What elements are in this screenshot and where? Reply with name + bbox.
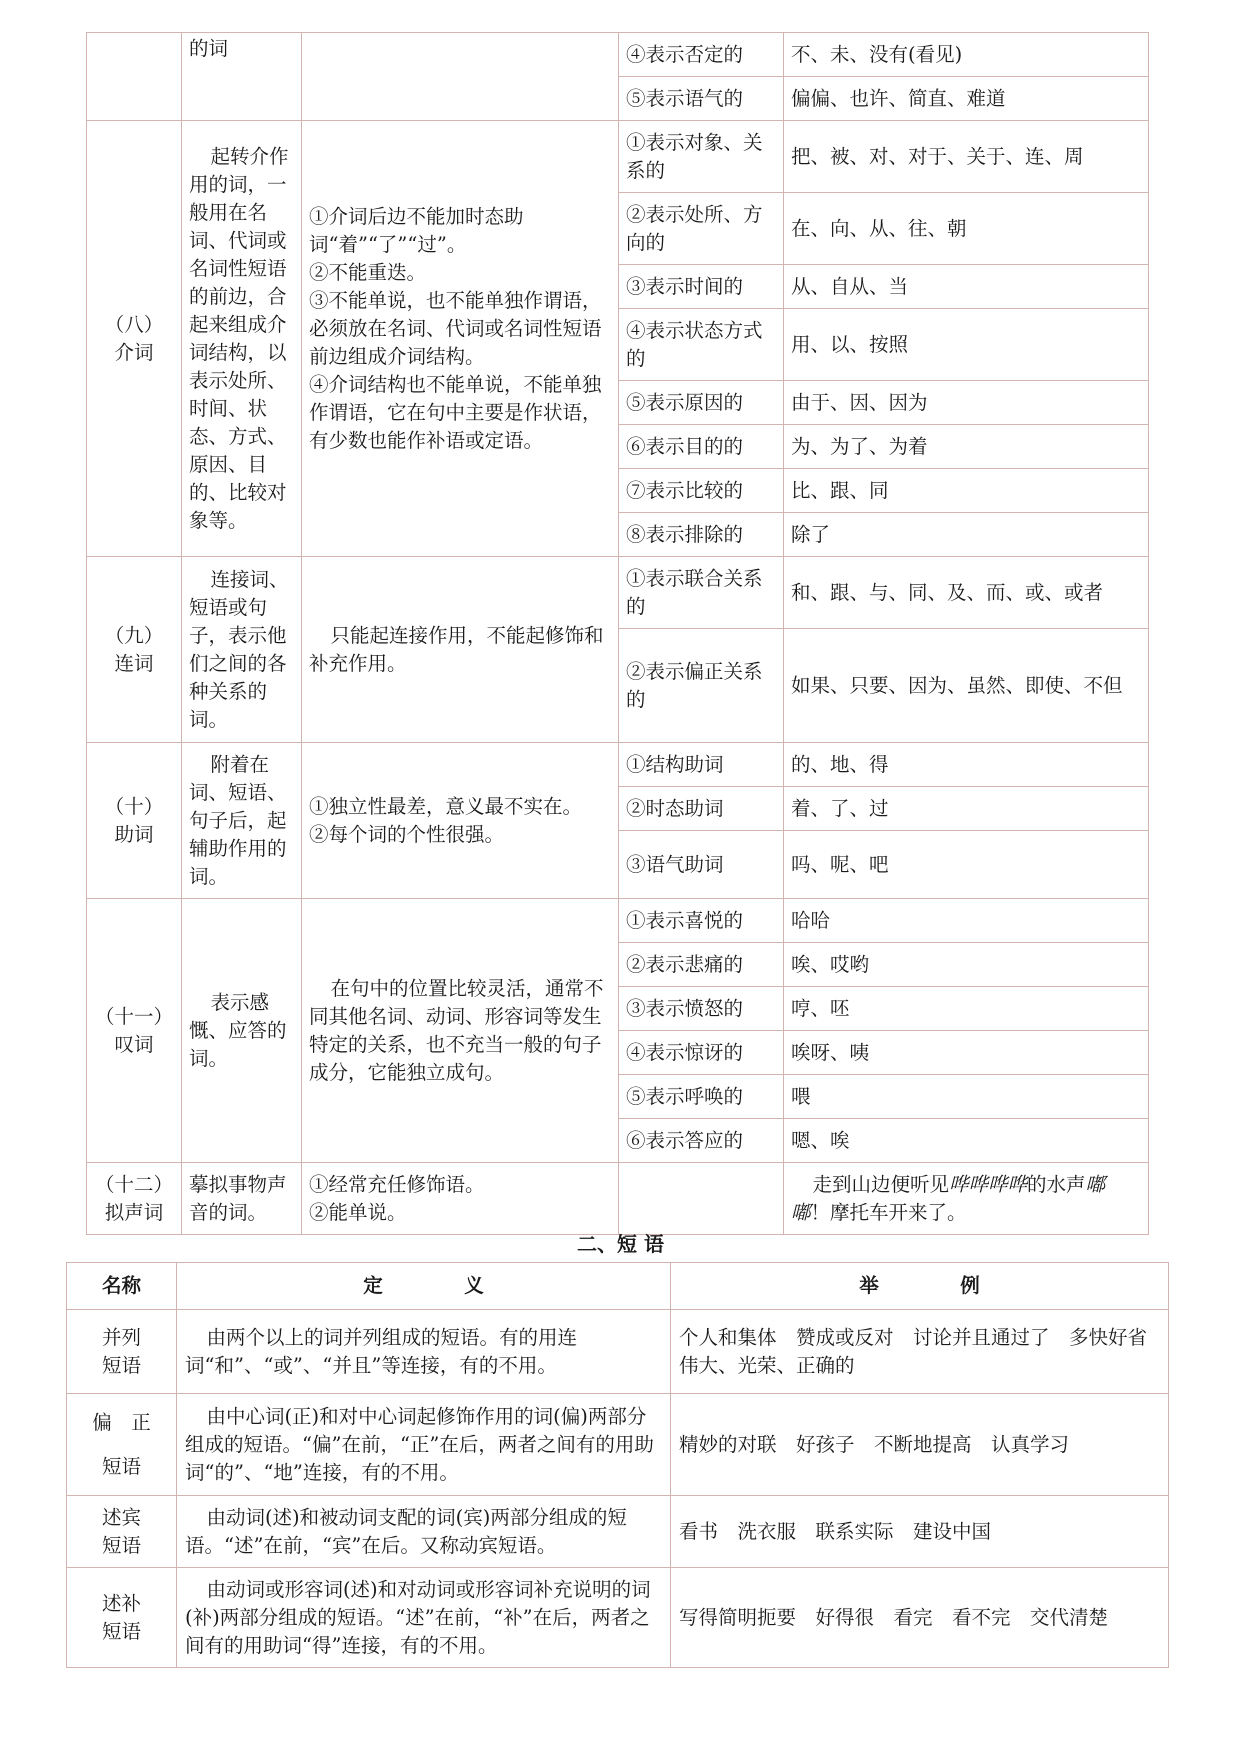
example-text: 的水声	[1026, 1172, 1086, 1196]
table-header-row	[67, 1263, 1169, 1310]
table-row	[87, 1163, 1149, 1235]
word-class-name: （九） 连词	[87, 557, 182, 743]
example-cell: 除了	[784, 513, 1149, 557]
example-cell: 用、以、按照	[784, 309, 1149, 381]
phrase-definition: 由中心词(正)和对中心词起修饰作用的词(偏)两部分组成的短语。“偏”在前，“正”在后，两者之间有的用助词“的”、“地”连接，有的不用。	[177, 1394, 671, 1496]
example-cell: 喂	[784, 1075, 1149, 1119]
subtype-cell: ①表示对象、关系的	[619, 121, 784, 193]
example-cell: 和、跟、与、同、及、而、或、或者	[784, 557, 1149, 629]
subtype-cell: ⑦表示比较的	[619, 469, 784, 513]
phrase-name: 述宾 短语	[67, 1496, 177, 1568]
table-row	[67, 1496, 1169, 1568]
subtype-cell: ④表示惊讶的	[619, 1031, 784, 1075]
word-class-name: （十二） 拟声词	[87, 1163, 182, 1235]
table-row	[87, 121, 1149, 193]
example-cell: 唉、哎哟	[784, 943, 1149, 987]
subtype-cell: ①表示联合关系的	[619, 557, 784, 629]
word-class-name: （八） 介词	[87, 121, 182, 557]
feature-cell: 在句中的位置比较灵活，通常不同其他名词、动词、形容词等发生特定的关系，也不充当一般的句子成分，它能独立成句。	[302, 899, 619, 1163]
subtype-cell: ④表示状态方式的	[619, 309, 784, 381]
header-example: 举 例	[671, 1263, 1169, 1310]
example-cell: 不、未、没有(看见)	[784, 33, 1149, 77]
definition-cell: 起转介作用的词，一般用在名词、代词或名词性短语的前边，合起来组成介词结构，以表示处所、时间、状态、方式、原因、目的、比较对象等。	[182, 121, 302, 557]
name-cell	[87, 33, 182, 121]
subtype-cell: ③语气助词	[619, 831, 784, 899]
example-cell	[784, 1163, 1149, 1235]
subtype-cell: ③表示愤怒的	[619, 987, 784, 1031]
example-cell: 唉呀、咦	[784, 1031, 1149, 1075]
example-cell: 哼、呸	[784, 987, 1149, 1031]
example-cell: 如果、只要、因为、虽然、即使、不但	[784, 629, 1149, 743]
example-cell: 嗯、唉	[784, 1119, 1149, 1163]
feature-cell: ①独立性最差，意义最不实在。 ②每个词的个性很强。	[302, 743, 619, 899]
phrase-name: 述补 短语	[67, 1568, 177, 1668]
definition-cell: 附着在词、短语、句子后，起辅助作用的词。	[182, 743, 302, 899]
definition-cell: 的词	[182, 33, 302, 121]
table-row	[87, 33, 1149, 77]
phrase-name: 并列 短语	[67, 1310, 177, 1394]
subtype-cell	[619, 1163, 784, 1235]
example-sound: 哗哗哗哗	[948, 1172, 1027, 1196]
phrase-definition: 由动词或形容词(述)和对动词或形容词补充说明的词(补)两部分组成的短语。“述”在前，“补”在后，两者之间有的用助词“得”连接，有的不用。	[177, 1568, 671, 1668]
example-text: 走到山边便听见	[812, 1172, 949, 1196]
phrase-example: 写得简明扼要 好得很 看完 看不完 交代清楚	[671, 1568, 1169, 1668]
example-cell: 的、地、得	[784, 743, 1149, 787]
example-cell: 吗、呢、吧	[784, 831, 1149, 899]
phrase-table	[66, 1262, 1169, 1668]
subtype-cell: ⑤表示原因的	[619, 381, 784, 425]
example-cell: 着、了、过	[784, 787, 1149, 831]
subtype-cell: ⑥表示目的的	[619, 425, 784, 469]
example-text: ！摩托车开来了。	[810, 1200, 967, 1224]
example-cell: 在、向、从、往、朝	[784, 193, 1149, 265]
subtype-cell: ⑤表示呼唤的	[619, 1075, 784, 1119]
word-class-name: （十） 助词	[87, 743, 182, 899]
subtype-cell: ③表示时间的	[619, 265, 784, 309]
phrase-example: 精妙的对联 好孩子 不断地提高 认真学习	[671, 1394, 1169, 1496]
feature-cell	[302, 33, 619, 121]
section-title: 二、短 语	[577, 1232, 664, 1256]
table-row	[67, 1568, 1169, 1668]
phrase-name: 偏 正 短语	[67, 1394, 177, 1496]
subtype-cell: ⑧表示排除的	[619, 513, 784, 557]
table-row	[67, 1394, 1169, 1496]
header-name: 名称	[67, 1263, 177, 1310]
subtype-cell: ⑤表示语气的	[619, 77, 784, 121]
table-row	[87, 743, 1149, 787]
example-cell: 比、跟、同	[784, 469, 1149, 513]
subtype-cell: ①表示喜悦的	[619, 899, 784, 943]
example-cell: 偏偏、也许、简直、难道	[784, 77, 1149, 121]
feature-cell: ①介词后边不能加时态助词“着”“了”“过”。 ②不能重迭。 ③不能单说，也不能单独作谓语，必须放在名词、代词或名词性短语前边组成介词结构。 ④介词结构也不能单说，不能单独作谓语，它在句中主要是作状语，有少数也能作补语或定语。	[302, 121, 619, 557]
subtype-cell: ④表示否定的	[619, 33, 784, 77]
subtype-cell: ⑥表示答应的	[619, 1119, 784, 1163]
table-row	[87, 899, 1149, 943]
phrase-definition: 由动词(述)和被动词支配的词(宾)两部分组成的短语。“述”在前，“宾”在后。又称动宾短语。	[177, 1496, 671, 1568]
subtype-cell: ②表示偏正关系的	[619, 629, 784, 743]
feature-cell: ①经常充任修饰语。 ②能单说。	[302, 1163, 619, 1235]
word-class-name: （十一） 叹词	[87, 899, 182, 1163]
example-cell: 从、自从、当	[784, 265, 1149, 309]
example-cell: 由于、因、因为	[784, 381, 1149, 425]
example-cell: 哈哈	[784, 899, 1149, 943]
table-row	[87, 557, 1149, 629]
subtype-cell: ②时态助词	[619, 787, 784, 831]
subtype-cell: ①结构助词	[619, 743, 784, 787]
phrase-example: 看书 洗衣服 联系实际 建设中国	[671, 1496, 1169, 1568]
phrase-definition: 由两个以上的词并列组成的短语。有的用连词“和”、“或”、“并且”等连接，有的不用。	[177, 1310, 671, 1394]
feature-cell: 只能起连接作用，不能起修饰和补充作用。	[302, 557, 619, 743]
table-row	[67, 1310, 1169, 1394]
subtype-cell: ②表示处所、方向的	[619, 193, 784, 265]
phrase-example: 个人和集体 赞成或反对 讨论并且通过了 多快好省 伟大、光荣、正确的	[671, 1310, 1169, 1394]
word-class-table	[86, 32, 1149, 1235]
definition-cell: 连接词、短语或句子，表示他们之间的各种关系的词。	[182, 557, 302, 743]
example-sound: 嘟嘟	[791, 1172, 1105, 1224]
example-cell: 把、被、对、对于、关于、连、周	[784, 121, 1149, 193]
subtype-cell: ②表示悲痛的	[619, 943, 784, 987]
header-definition: 定 义	[177, 1263, 671, 1310]
definition-cell: 表示感慨、应答的词。	[182, 899, 302, 1163]
definition-cell: 摹拟事物声音的词。	[182, 1163, 302, 1235]
example-cell: 为、为了、为着	[784, 425, 1149, 469]
